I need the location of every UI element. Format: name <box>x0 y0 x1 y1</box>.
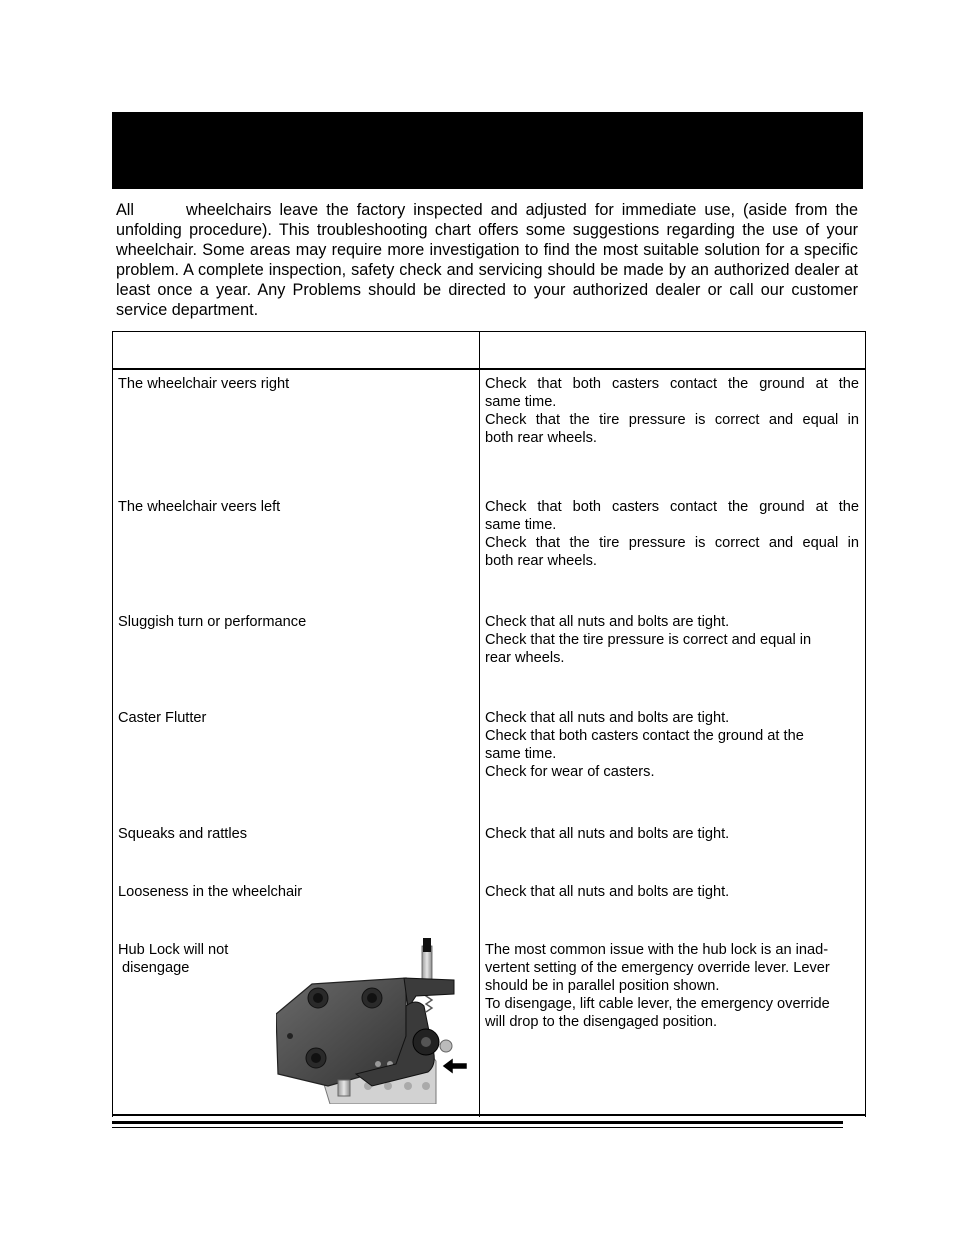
table-border-top <box>112 331 866 332</box>
problem-cell: The wheelchair veers left <box>118 499 281 515</box>
footer-rule-thick <box>112 1121 843 1124</box>
solution-cell: Check that all nuts and bolts are tight. Check that the tire pressure is correct and equal in rear wheels. <box>485 614 812 666</box>
solution-cell: Check that all nuts and bolts are tight. <box>485 826 730 842</box>
intro-paragraph <box>116 200 858 320</box>
footer-rule-thin <box>112 1127 843 1128</box>
troubleshooting-table <box>112 331 866 1117</box>
table-column-divider <box>479 331 480 1117</box>
table-header-divider <box>112 368 866 370</box>
solution-cell: Check that both casters contact the ground at the same time. Check that the tire pressure is correct and equal in both rear wheels. <box>485 376 859 446</box>
solution-cell: Check that all nuts and bolts are tight. Check that both casters contact the ground at the same time. Check for wear of casters. <box>485 710 804 780</box>
problem-cell: The wheelchair veers right <box>118 376 290 392</box>
solution-cell: Check that all nuts and bolts are tight. <box>485 884 730 900</box>
problem-cell: Squeaks and rattles <box>118 826 247 842</box>
table-border-right <box>865 331 866 1117</box>
problem-cell: Hub Lock will not disengage <box>118 942 229 976</box>
hub-lock-illustration <box>276 936 468 1104</box>
solution-cell: The most common issue with the hub lock is an inad- vertent setting of the emergency override lever. Lever should be in parallel position shown. To disengage, lift cable lever, the emergency override will drop to the disengaged position. <box>485 942 830 1030</box>
problem-cell: Sluggish turn or performance <box>118 614 307 630</box>
section-header-banner <box>112 112 863 189</box>
solution-cell: Check that both casters contact the ground at the same time. Check that the tire pressure is correct and equal in both rear wheels. <box>485 499 859 569</box>
problem-cell: Looseness in the wheelchair <box>118 884 303 900</box>
table-border-left <box>112 331 113 1117</box>
problem-cell: Caster Flutter <box>118 710 207 726</box>
intro-text: wheelchairs leave the factory inspected and adjusted for immediate use, (aside from the unfolding procedure). This troubleshooting chart offers some suggestions regarding the use of your wheelchair. Some areas may require more investigation to find the most suitable solution for a specific problem. A complete inspection, safety check and servicing should be made by an authorized dealer at least once a year. Any Problems should be directed to your authorized dealer or call our customer service department. <box>116 201 858 319</box>
intro-lead: All <box>116 201 134 219</box>
table-border-bottom <box>112 1114 866 1116</box>
